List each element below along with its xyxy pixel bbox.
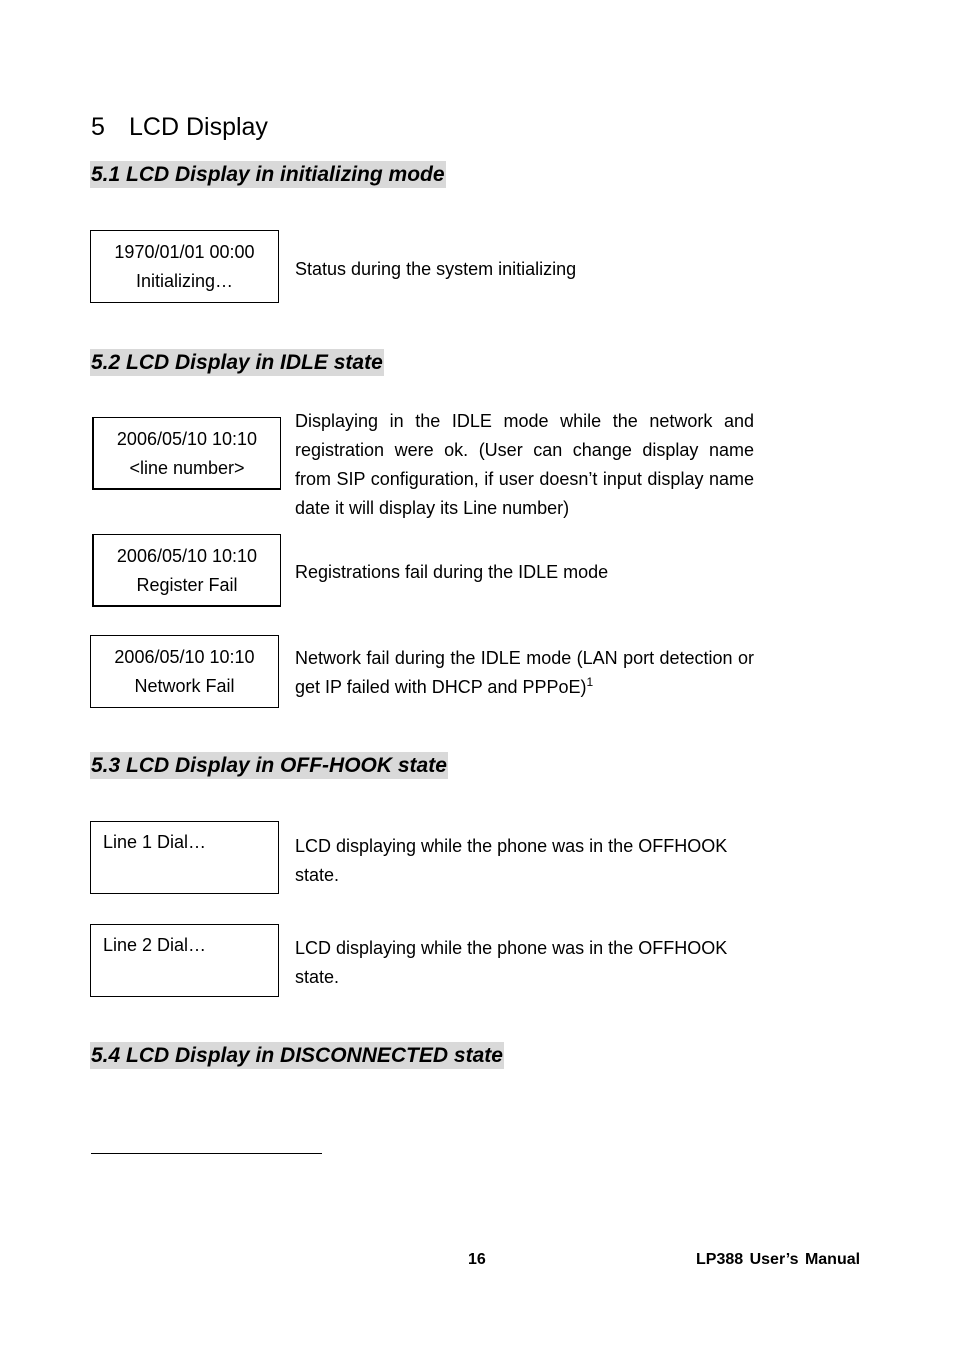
section-heading-idle: 5.2 LCD Display in IDLE state [91, 351, 383, 374]
footnote-reference: 1 [586, 675, 594, 689]
lcd-line-1: Line 1 Dial… [103, 832, 207, 852]
chapter-number: 5 [91, 113, 105, 141]
lcd-description-line1-dial: LCD displaying while the phone was in the OFFHOOK state. [295, 836, 728, 885]
manual-title: LP388 User’s Manual [696, 1251, 861, 1268]
lcd-box-idle [92, 417, 281, 490]
lcd-line-1: 1970/01/01 00:00 [114, 242, 255, 262]
chapter-title: LCD Display [129, 113, 268, 141]
lcd-description-idle: Displaying in the IDLE mode while the network and registration were ok. (User can change display name from SIP configuration, if user doesn’t input display name date it will display its Line number) [295, 411, 754, 518]
lcd-line-1: 2006/05/10 10:10 [116, 546, 258, 566]
lcd-line-2: Register Fail [136, 575, 238, 595]
lcd-description-register-fail: Registrations fail during the IDLE mode [295, 562, 609, 582]
lcd-box-network-fail [90, 635, 279, 708]
lcd-line-2: Initializing… [135, 271, 234, 291]
footnote-separator [91, 1153, 322, 1154]
lcd-line-1: 2006/05/10 10:10 [116, 429, 258, 449]
lcd-line-1: Line 2 Dial… [103, 935, 207, 955]
lcd-box-line2-dial [90, 924, 279, 997]
page-number: 16 [468, 1251, 486, 1268]
lcd-description-line2-dial: LCD displaying while the phone was in the OFFHOOK state. [295, 938, 728, 987]
section-heading-initializing: 5.1 LCD Display in initializing mode [91, 163, 445, 186]
section-heading-offhook: 5.3 LCD Display in OFF-HOOK state [91, 754, 447, 777]
lcd-description-network-fail [295, 644, 754, 702]
lcd-line-2: <line number> [129, 458, 245, 478]
lcd-description-text: Network fail during the IDLE mode (LAN port detection or get IP failed with DHCP and PPPoE) [295, 648, 754, 697]
lcd-box-line1-dial [90, 821, 279, 894]
lcd-box-initializing [90, 230, 279, 303]
section-heading-disconnected: 5.4 LCD Display in DISCONNECTED state [91, 1044, 503, 1067]
lcd-description-initializing: Status during the system initializing [295, 259, 577, 279]
lcd-line-2: Network Fail [134, 676, 235, 696]
lcd-line-1: 2006/05/10 10:10 [114, 647, 255, 667]
lcd-box-register-fail [92, 534, 281, 607]
chapter-heading [91, 113, 268, 142]
